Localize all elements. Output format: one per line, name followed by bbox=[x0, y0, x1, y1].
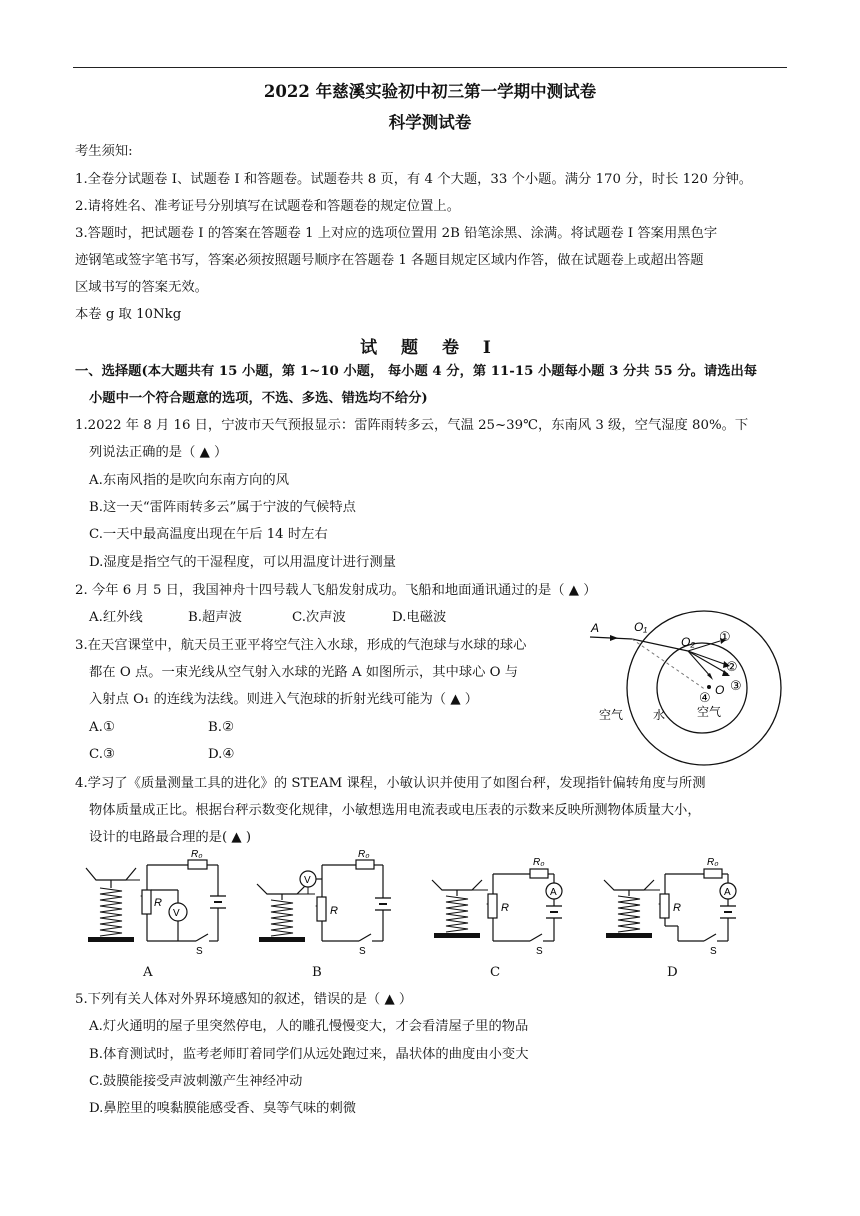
circuit-c-caption: C bbox=[490, 965, 501, 980]
notice-item: 区域书写的答案无效。 bbox=[75, 280, 208, 295]
circuit-c-diagram bbox=[428, 848, 578, 960]
question-3-stem: 都在 O 点。一束光线从空气射入水球的光路 A 如图所示，其中球心 O 与 bbox=[89, 665, 519, 680]
question-3-option-b: B.② bbox=[208, 720, 234, 735]
exam-subtitle: 科学测试卷 bbox=[388, 113, 472, 132]
question-5-stem: 5.下列有关人体对外界环境感知的叙述，错误的是（ ▲ ） bbox=[75, 992, 413, 1007]
water-ball-outline bbox=[627, 611, 781, 765]
exam-title: 2022 年慈溪实验初中初三第一学期中测试卷 bbox=[263, 82, 597, 101]
g-note: 本卷 g 取 10Nkg bbox=[75, 307, 182, 322]
circuit-d-r-label: R bbox=[673, 902, 681, 914]
circuit-c-switch-label: S bbox=[536, 946, 543, 957]
circuit-c-r-label: R bbox=[501, 902, 509, 914]
section-title: 试 题 卷 I bbox=[360, 338, 500, 358]
ray-label-a: A bbox=[591, 621, 600, 635]
circuit-c-r0-label: R₀ bbox=[533, 857, 545, 868]
question-3-stem: 3.在天宫课堂中，航天员王亚平将空气注入水球，形成的气泡球与水球的球心 bbox=[75, 638, 527, 653]
question-3-stem: 入射点 O₁ 的连线为法线。则进入气泡球的折射光线可能为（ ▲ ） bbox=[89, 692, 479, 707]
circuit-d-diagram bbox=[600, 848, 750, 960]
question-4-stem: 物体质量成正比。根据台秤示数变化规律，小敏想选用电流表或电压表的示数来反映所测物体质量大小， bbox=[89, 803, 701, 818]
question-1-option-c: C.一天中最高温度出现在午后 14 时左右 bbox=[89, 527, 328, 542]
question-5-option-b: B.体育测试时，监考老师盯着同学们从远处跑过来，晶状体的曲度由小变大 bbox=[89, 1047, 529, 1062]
circuit-a-meter-label: V bbox=[173, 908, 180, 919]
medium-label-air-inner: 空气 bbox=[697, 705, 722, 719]
circuit-c-meter-label: A bbox=[550, 887, 557, 898]
ray-label-3: ③ bbox=[730, 678, 742, 693]
circuit-b-r-label: R bbox=[330, 905, 338, 917]
circuit-a-r0-label: R₀ bbox=[191, 849, 203, 860]
question-2-option-a: A.红外线 bbox=[89, 610, 143, 625]
circuit-b-switch-label: S bbox=[359, 946, 366, 957]
notice-item: 迹钢笔或签字笔书写，答案必须按照题号顺序在答题卷 1 各题目规定区域内作答，做在试题卷上或超出答题 bbox=[75, 253, 704, 268]
circuit-a-caption: A bbox=[143, 965, 153, 980]
circuit-d-switch-label: S bbox=[710, 946, 717, 957]
circuit-b-diagram bbox=[253, 848, 403, 960]
question-5-option-d: D.鼻腔里的嗅黏膜能感受香、臭等气味的刺微 bbox=[89, 1101, 357, 1116]
circuit-d-r0-label: R₀ bbox=[707, 857, 719, 868]
question-2-option-d: D.电磁波 bbox=[392, 610, 447, 625]
section-instruction: 小题中一个符合题意的选项，不选、多选、错选均不给分) bbox=[89, 391, 428, 406]
question-3-option-a: A.① bbox=[89, 720, 115, 735]
question-2-stem: 2. 今年 6 月 5 日，我国神舟十四号载人飞船发射成功。飞船和地面通讯通过的是（ ▲ ） bbox=[75, 583, 597, 598]
circuit-b-caption: B bbox=[312, 965, 322, 980]
question-1-stem: 列说法正确的是（ ▲ ） bbox=[89, 445, 228, 460]
notice-item: 1.全卷分试题卷 I、试题卷 I 和答题卷。试题卷共 8 页，有 4 个大题，33 个小题。满分 170 分，时长 120 分钟。 bbox=[75, 172, 753, 187]
question-3-option-c: C.③ bbox=[89, 747, 115, 762]
question-4-stem: 设计的电路最合理的是( ▲ ) bbox=[89, 830, 252, 845]
question-1-option-b: B.这一天“雷阵雨转多云”属于宁波的气候特点 bbox=[89, 500, 356, 515]
circuit-a-switch-label: S bbox=[196, 946, 203, 957]
circuit-d-meter-label: A bbox=[724, 887, 731, 898]
notice-item: 3.答题时，把试题卷 I 的答案在答题卷 1 上对应的选项位置用 2B 铅笔涂黑、涂满。将试题卷 I 答案用黑色字 bbox=[75, 226, 718, 241]
medium-label-water: 水 bbox=[653, 708, 666, 722]
notice-item: 2.请将姓名、准考证号分别填写在试题卷和答题卷的规定位置上。 bbox=[75, 199, 460, 214]
question-2-option-c: C.次声波 bbox=[292, 610, 346, 625]
circuit-a-diagram bbox=[80, 848, 245, 960]
top-rule bbox=[73, 67, 787, 68]
medium-label-air-outer: 空气 bbox=[599, 708, 624, 722]
section-instruction: 一、选择题(本大题共有 15 小题，第 1~10 小题， 每小题 4 分，第 11-15 小题每小题 3 分共 55 分。请选出每 bbox=[75, 364, 758, 379]
question-5-option-c: C.鼓膜能接受声波刺激产生神经冲动 bbox=[89, 1074, 303, 1089]
circuit-d-caption: D bbox=[667, 965, 678, 980]
point-label-o1: O₁ bbox=[634, 620, 648, 634]
question-5-option-a: A.灯火通明的屋子里突然停电，人的雕孔慢慢变大，才会看清屋子里的物品 bbox=[89, 1019, 529, 1034]
ray-label-4: ④ bbox=[699, 690, 711, 705]
point-label-o: O bbox=[715, 683, 725, 697]
question-1-option-a: A.东南风指的是吹向东南方向的风 bbox=[89, 473, 289, 488]
question-4-stem: 4.学习了《质量测量工具的进化》的 STEAM 课程，小敏认识并使用了如图台秤，发现指针偏转角度与所测 bbox=[75, 776, 706, 791]
question-2-option-b: B.超声波 bbox=[188, 610, 242, 625]
question-1-stem: 1.2022 年 8 月 16 日，宁波市天气预报显示：雷阵雨转多云，气温 25~39℃，东南风 3 级，空气湿度 80%。下 bbox=[75, 418, 749, 433]
notice-heading: 考生须知: bbox=[75, 144, 133, 159]
question-3-option-d: D.④ bbox=[208, 747, 235, 762]
ray-label-1: ① bbox=[719, 629, 731, 644]
ray-label-2: ② bbox=[726, 659, 738, 674]
water-ball-figure bbox=[580, 608, 795, 768]
circuit-b-r0-label: R₀ bbox=[358, 849, 370, 860]
point-label-o2: O₂ bbox=[681, 635, 695, 649]
question-1-option-d: D.湿度是指空气的干湿程度，可以用温度计进行测量 bbox=[89, 555, 396, 570]
circuit-b-meter-label: V bbox=[304, 875, 311, 886]
circuit-a-r-label: R bbox=[154, 897, 162, 909]
